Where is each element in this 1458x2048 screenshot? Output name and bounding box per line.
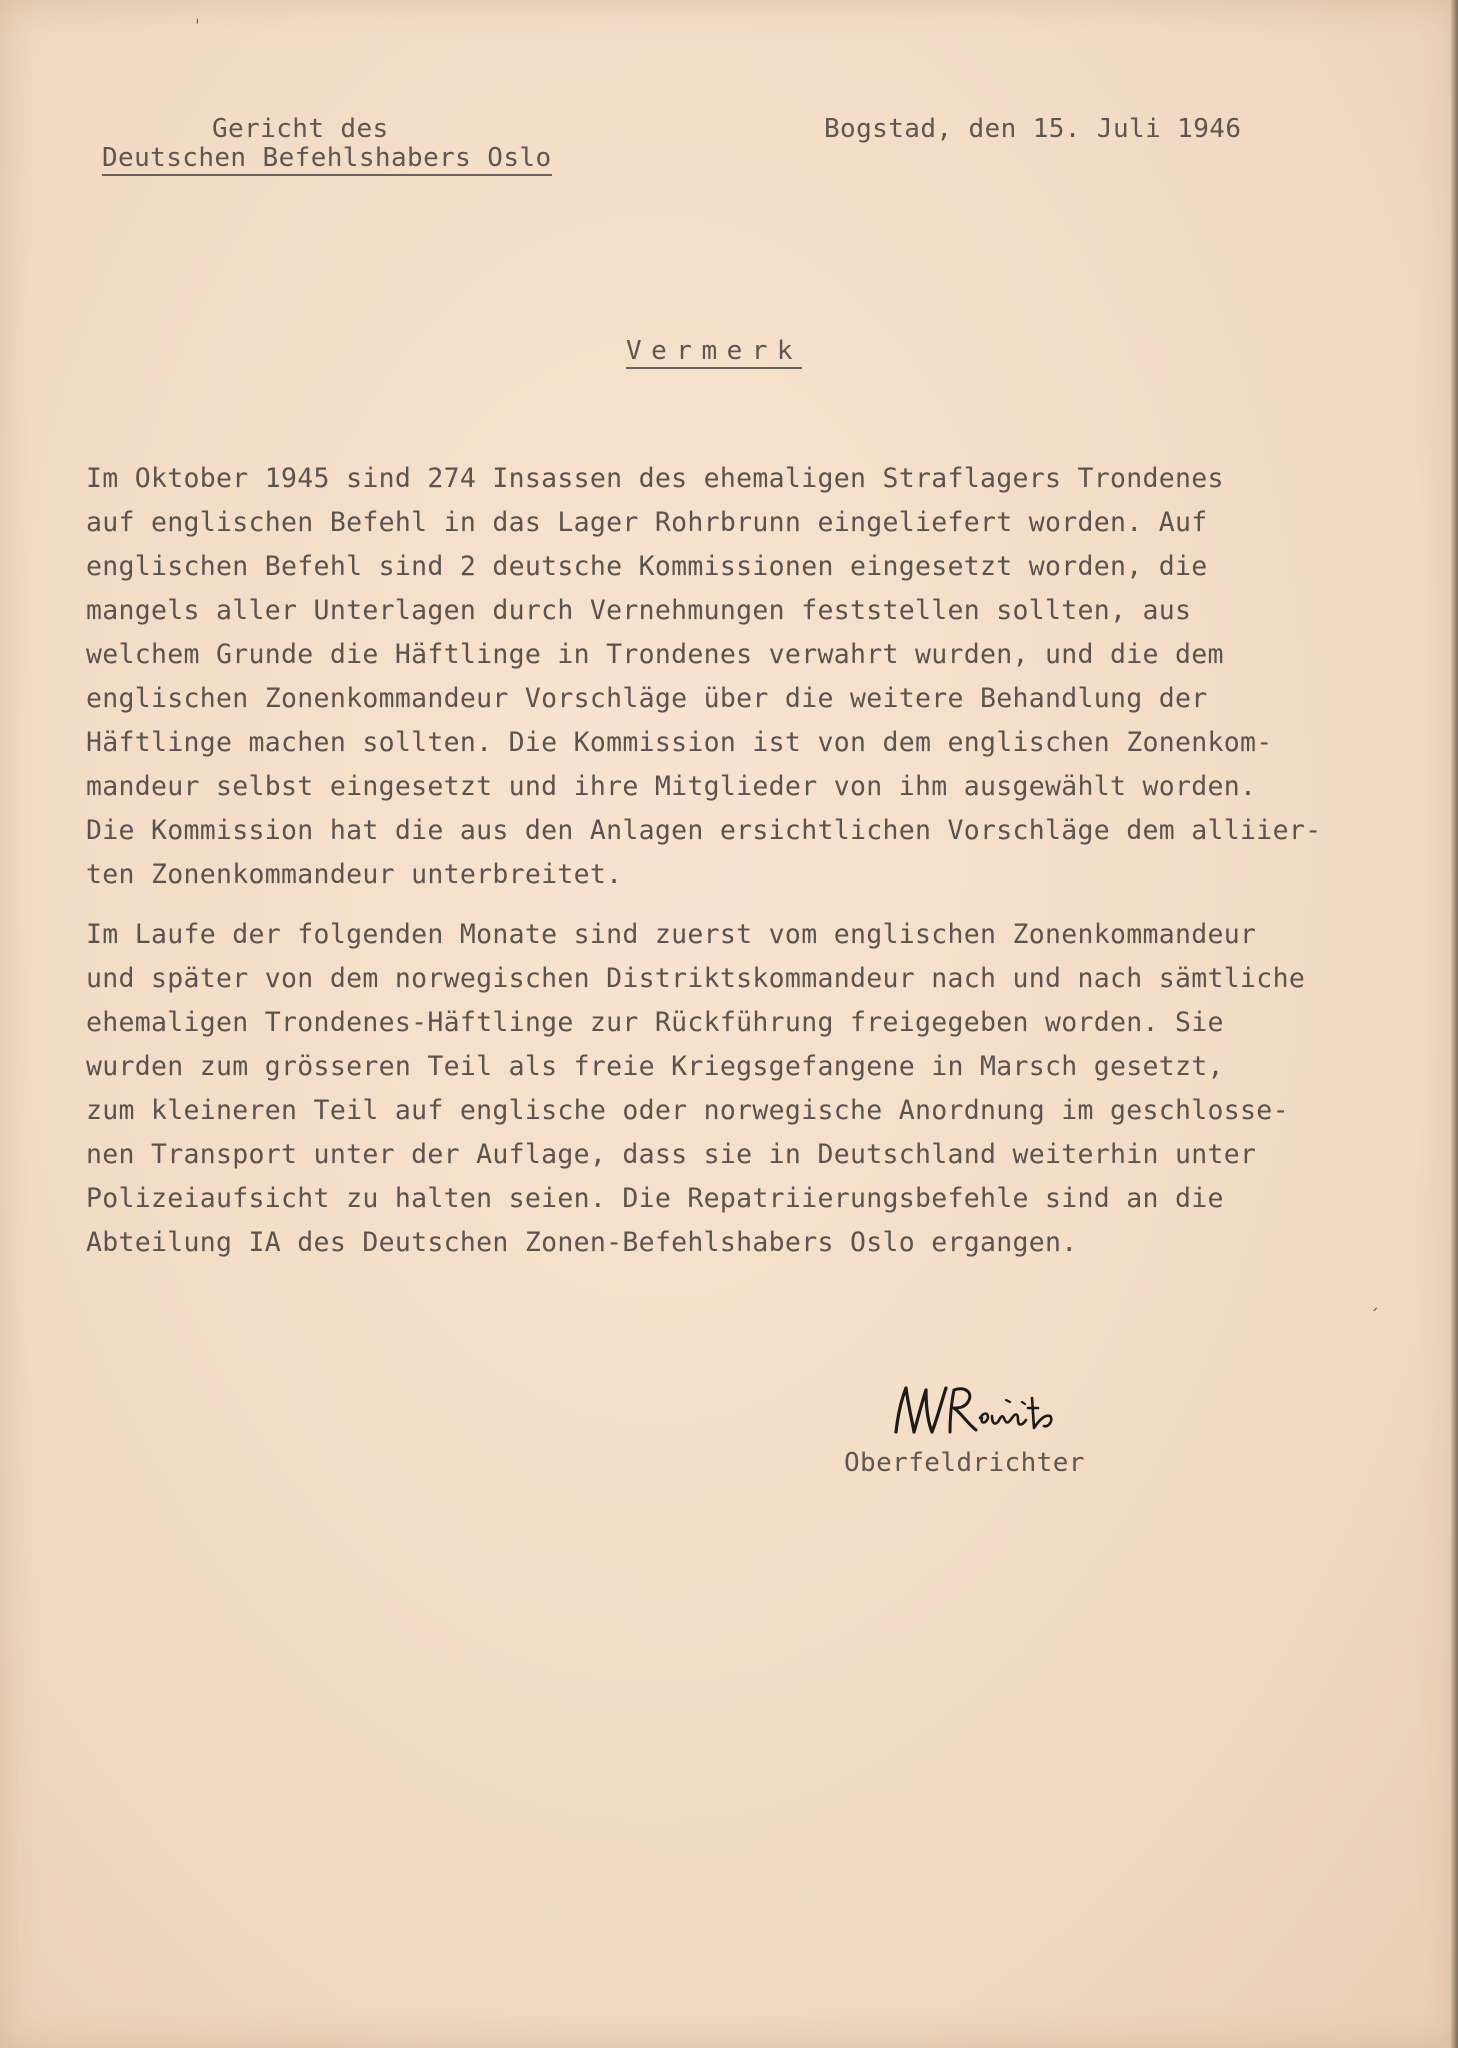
- body-line: Polizeiaufsicht zu halten seien. Die Repatriierungsbefehle sind an die: [86, 1183, 1224, 1214]
- body-line: welchem Grunde die Häftlinge in Trondenes verwahrt wurden, und die dem: [86, 639, 1224, 670]
- body-line: Abteilung IA des Deutschen Zonen-Befehlshabers Oslo ergangen.: [86, 1227, 1078, 1258]
- body-line: mangels aller Unterlagen durch Vernehmungen feststellen sollten, aus: [86, 595, 1192, 626]
- body-line: Die Kommission hat die aus den Anlagen ersichtlichen Vorschläge dem alliier-: [86, 815, 1322, 846]
- body-line: ehemaligen Trondenes-Häftlinge zur Rückführung freigegeben worden. Sie: [86, 1007, 1224, 1038]
- issuer-line-1: Gericht des: [212, 114, 389, 144]
- signature-title: Oberfeldrichter: [844, 1448, 1085, 1478]
- body-line: auf englischen Befehl in das Lager Rohrbrunn eingeliefert worden. Auf: [86, 507, 1208, 538]
- body-line: wurden zum grösseren Teil als freie Kriegsgefangene in Marsch gesetzt,: [86, 1051, 1224, 1082]
- scan-edge-shadow: [1450, 0, 1458, 2048]
- body-line: englischen Zonenkommandeur Vorschläge über die weitere Behandlung der: [86, 683, 1208, 714]
- place-date: Bogstad, den 15. Juli 1946: [824, 114, 1242, 144]
- body-line: Häftlinge machen sollten. Die Kommission ist von dem englischen Zonenkom-: [86, 727, 1273, 758]
- body-line: Im Oktober 1945 sind 274 Insassen des ehemaligen Straflagers Trondenes: [86, 463, 1224, 494]
- body-line: englischen Befehl sind 2 deutsche Kommissionen eingesetzt worden, die: [86, 551, 1208, 582]
- body-line: mandeur selbst eingesetzt und ihre Mitglieder von ihm ausgewählt worden.: [86, 771, 1257, 802]
- body-line: und später von dem norwegischen Distriktskommandeur nach und nach sämtliche: [86, 963, 1306, 994]
- body-line: nen Transport unter der Auflage, dass sie in Deutschland weiterhin unter: [86, 1139, 1257, 1170]
- body-line: zum kleineren Teil auf englische oder norwegische Anordnung im geschlosse-: [86, 1095, 1289, 1126]
- document-title: Vermerk: [626, 336, 802, 369]
- body-line: Im Laufe der folgenden Monate sind zuerst vom englischen Zonenkommandeur: [86, 919, 1257, 950]
- handwritten-signature: [888, 1378, 1078, 1448]
- ink-tick-mark: ˈ: [192, 16, 203, 37]
- body-line: ten Zonenkommandeur unterbreitet.: [86, 859, 623, 890]
- issuer-line-2: Deutschen Befehlshabers Oslo: [102, 143, 552, 176]
- ink-tick-mark: ˏ: [1370, 1290, 1381, 1311]
